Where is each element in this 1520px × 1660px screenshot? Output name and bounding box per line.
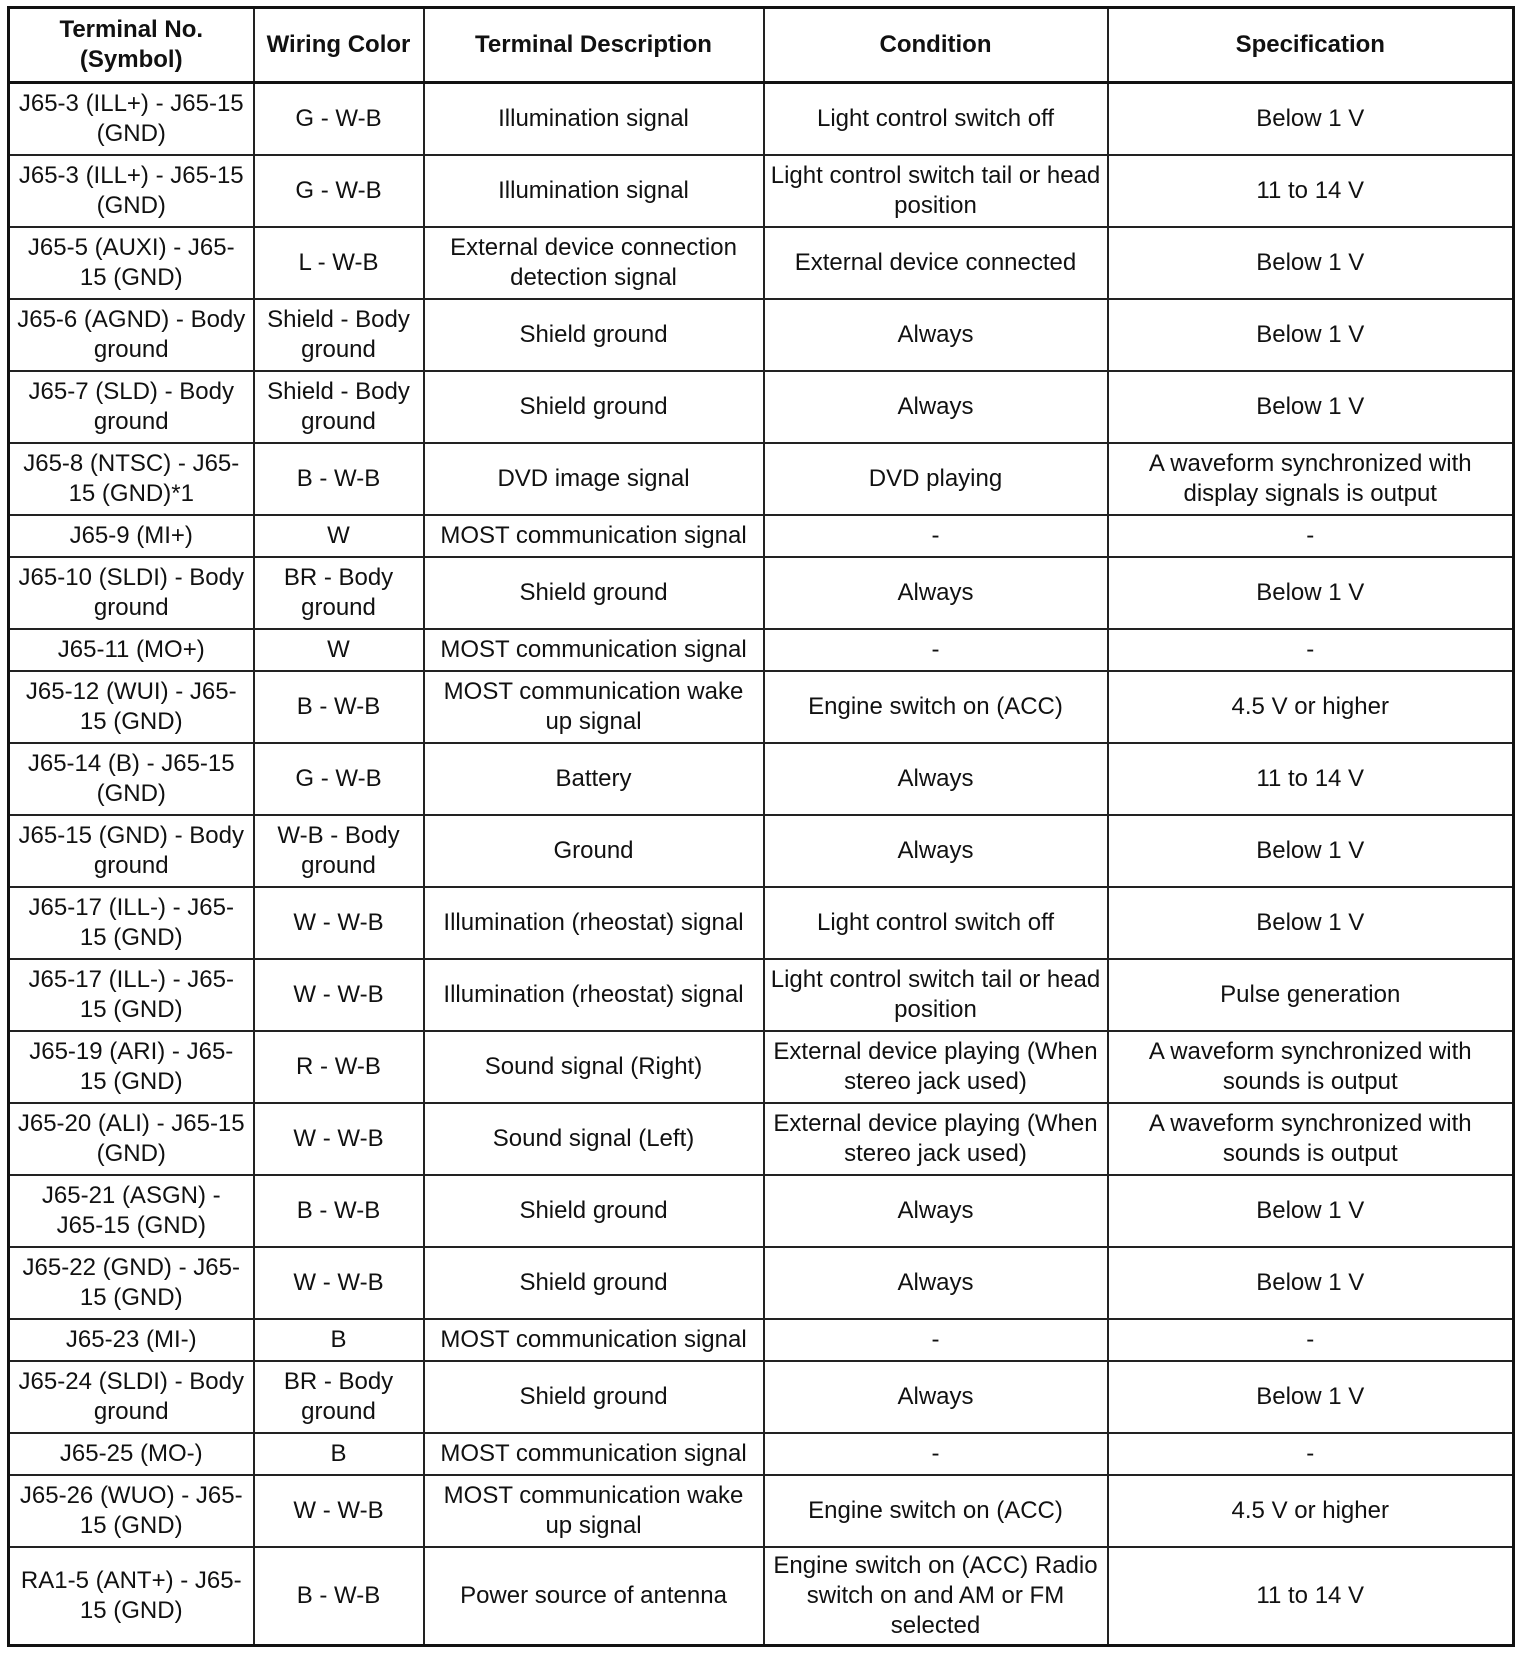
cell-description: Ground xyxy=(424,815,764,887)
cell-terminal: J65-5 (AUXI) - J65-15 (GND) xyxy=(9,227,254,299)
cell-terminal: J65-8 (NTSC) - J65-15 (GND)*1 xyxy=(9,443,254,515)
cell-description: Power source of antenna xyxy=(424,1547,764,1646)
table-row xyxy=(9,1247,1514,1319)
table-row xyxy=(9,815,1514,887)
cell-description: Shield ground xyxy=(424,557,764,629)
cell-wiring-color: B - W-B xyxy=(254,1547,424,1646)
table-row xyxy=(9,443,1514,515)
cell-specification: - xyxy=(1108,629,1514,671)
cell-terminal: J65-14 (B) - J65-15 (GND) xyxy=(9,743,254,815)
cell-wiring-color: W - W-B xyxy=(254,887,424,959)
cell-specification: Below 1 V xyxy=(1108,1175,1514,1247)
table-row xyxy=(9,557,1514,629)
table-row xyxy=(9,1547,1514,1646)
cell-specification: Below 1 V xyxy=(1108,83,1514,156)
table-row xyxy=(9,1319,1514,1361)
cell-wiring-color: Shield - Body ground xyxy=(254,371,424,443)
table-row xyxy=(9,743,1514,815)
cell-specification: Below 1 V xyxy=(1108,887,1514,959)
table-row xyxy=(9,371,1514,443)
cell-description: Illumination signal xyxy=(424,155,764,227)
cell-terminal: J65-17 (ILL-) - J65-15 (GND) xyxy=(9,959,254,1031)
cell-specification: Below 1 V xyxy=(1108,299,1514,371)
cell-description: MOST communication signal xyxy=(424,515,764,557)
cell-condition: Light control switch off xyxy=(764,887,1108,959)
cell-specification: Below 1 V xyxy=(1108,1361,1514,1433)
cell-description: Shield ground xyxy=(424,1247,764,1319)
cell-wiring-color: W xyxy=(254,515,424,557)
cell-specification: 11 to 14 V xyxy=(1108,743,1514,815)
cell-description: MOST communication wake up signal xyxy=(424,671,764,743)
cell-condition: - xyxy=(764,629,1108,671)
cell-description: Shield ground xyxy=(424,299,764,371)
cell-condition: Always xyxy=(764,1361,1108,1433)
cell-description: Shield ground xyxy=(424,371,764,443)
cell-terminal: J65-26 (WUO) - J65-15 (GND) xyxy=(9,1475,254,1547)
cell-description: Shield ground xyxy=(424,1361,764,1433)
table-row xyxy=(9,515,1514,557)
cell-terminal: J65-21 (ASGN) - J65-15 (GND) xyxy=(9,1175,254,1247)
cell-condition: - xyxy=(764,1433,1108,1475)
cell-condition: DVD playing xyxy=(764,443,1108,515)
cell-terminal: J65-23 (MI-) xyxy=(9,1319,254,1361)
cell-terminal: J65-3 (ILL+) - J65-15 (GND) xyxy=(9,155,254,227)
cell-description: MOST communication signal xyxy=(424,1433,764,1475)
cell-wiring-color: B - W-B xyxy=(254,443,424,515)
header-terminal: Terminal No. (Symbol) xyxy=(9,8,254,83)
cell-terminal: J65-22 (GND) - J65-15 (GND) xyxy=(9,1247,254,1319)
table-header-row xyxy=(9,8,1514,83)
cell-terminal: J65-6 (AGND) - Body ground xyxy=(9,299,254,371)
cell-condition: Engine switch on (ACC) xyxy=(764,1475,1108,1547)
table-row xyxy=(9,227,1514,299)
cell-condition: - xyxy=(764,1319,1108,1361)
cell-specification: 11 to 14 V xyxy=(1108,155,1514,227)
cell-terminal: J65-15 (GND) - Body ground xyxy=(9,815,254,887)
cell-condition: Always xyxy=(764,1247,1108,1319)
cell-description: Sound signal (Left) xyxy=(424,1103,764,1175)
cell-wiring-color: B xyxy=(254,1433,424,1475)
table-row xyxy=(9,671,1514,743)
cell-description: Illumination (rheostat) signal xyxy=(424,887,764,959)
cell-description: External device connection detection signal xyxy=(424,227,764,299)
header-description: Terminal Description xyxy=(424,8,764,83)
cell-specification: A waveform synchronized with sounds is output xyxy=(1108,1031,1514,1103)
cell-description: MOST communication wake up signal xyxy=(424,1475,764,1547)
cell-description: Battery xyxy=(424,743,764,815)
header-specification: Specification xyxy=(1108,8,1514,83)
cell-specification: Below 1 V xyxy=(1108,815,1514,887)
cell-wiring-color: B - W-B xyxy=(254,671,424,743)
cell-specification: Below 1 V xyxy=(1108,371,1514,443)
cell-condition: Always xyxy=(764,299,1108,371)
table-row xyxy=(9,1031,1514,1103)
table-row xyxy=(9,1433,1514,1475)
cell-condition: Always xyxy=(764,743,1108,815)
table-row xyxy=(9,959,1514,1031)
cell-condition: Always xyxy=(764,371,1108,443)
cell-condition: Always xyxy=(764,1175,1108,1247)
cell-wiring-color: W-B - Body ground xyxy=(254,815,424,887)
cell-specification: Below 1 V xyxy=(1108,557,1514,629)
cell-wiring-color: BR - Body ground xyxy=(254,557,424,629)
cell-description: Illumination signal xyxy=(424,83,764,156)
cell-wiring-color: G - W-B xyxy=(254,155,424,227)
cell-wiring-color: B - W-B xyxy=(254,1175,424,1247)
cell-wiring-color: W - W-B xyxy=(254,1247,424,1319)
table-row xyxy=(9,1475,1514,1547)
cell-terminal: RA1-5 (ANT+) - J65-15 (GND) xyxy=(9,1547,254,1646)
cell-description: DVD image signal xyxy=(424,443,764,515)
cell-terminal: J65-20 (ALI) - J65-15 (GND) xyxy=(9,1103,254,1175)
cell-wiring-color: G - W-B xyxy=(254,83,424,156)
cell-specification: - xyxy=(1108,1319,1514,1361)
cell-wiring-color: BR - Body ground xyxy=(254,1361,424,1433)
cell-specification: Pulse generation xyxy=(1108,959,1514,1031)
cell-specification: 4.5 V or higher xyxy=(1108,1475,1514,1547)
terminal-spec-table xyxy=(7,6,1515,1647)
table-row xyxy=(9,299,1514,371)
cell-wiring-color: R - W-B xyxy=(254,1031,424,1103)
cell-wiring-color: L - W-B xyxy=(254,227,424,299)
cell-terminal: J65-12 (WUI) - J65-15 (GND) xyxy=(9,671,254,743)
table-row xyxy=(9,1175,1514,1247)
terminal-spec-table-container xyxy=(7,6,1512,1647)
cell-condition: Light control switch off xyxy=(764,83,1108,156)
cell-wiring-color: W xyxy=(254,629,424,671)
cell-specification: - xyxy=(1108,515,1514,557)
table-row xyxy=(9,887,1514,959)
cell-specification: A waveform synchronized with sounds is output xyxy=(1108,1103,1514,1175)
cell-condition: External device playing (When stereo jack used) xyxy=(764,1031,1108,1103)
cell-condition: Always xyxy=(764,557,1108,629)
cell-wiring-color: B xyxy=(254,1319,424,1361)
cell-description: Sound signal (Right) xyxy=(424,1031,764,1103)
cell-condition: External device connected xyxy=(764,227,1108,299)
cell-wiring-color: Shield - Body ground xyxy=(254,299,424,371)
cell-specification: - xyxy=(1108,1433,1514,1475)
cell-description: Shield ground xyxy=(424,1175,764,1247)
cell-description: Illumination (rheostat) signal xyxy=(424,959,764,1031)
cell-terminal: J65-11 (MO+) xyxy=(9,629,254,671)
cell-terminal: J65-19 (ARI) - J65-15 (GND) xyxy=(9,1031,254,1103)
cell-terminal: J65-25 (MO-) xyxy=(9,1433,254,1475)
cell-condition: Engine switch on (ACC) Radio switch on and AM or FM selected xyxy=(764,1547,1108,1646)
cell-specification: 11 to 14 V xyxy=(1108,1547,1514,1646)
cell-wiring-color: W - W-B xyxy=(254,959,424,1031)
cell-terminal: J65-10 (SLDI) - Body ground xyxy=(9,557,254,629)
cell-terminal: J65-3 (ILL+) - J65-15 (GND) xyxy=(9,83,254,156)
header-wiring-color: Wiring Color xyxy=(254,8,424,83)
cell-terminal: J65-17 (ILL-) - J65-15 (GND) xyxy=(9,887,254,959)
cell-specification: Below 1 V xyxy=(1108,227,1514,299)
table-row xyxy=(9,83,1514,156)
cell-wiring-color: G - W-B xyxy=(254,743,424,815)
table-row xyxy=(9,1361,1514,1433)
cell-wiring-color: W - W-B xyxy=(254,1103,424,1175)
header-condition: Condition xyxy=(764,8,1108,83)
cell-condition: External device playing (When stereo jack used) xyxy=(764,1103,1108,1175)
cell-specification: Below 1 V xyxy=(1108,1247,1514,1319)
cell-specification: A waveform synchronized with display signals is output xyxy=(1108,443,1514,515)
table-row xyxy=(9,1103,1514,1175)
table-row xyxy=(9,629,1514,671)
table-row xyxy=(9,155,1514,227)
cell-condition: Light control switch tail or head position xyxy=(764,959,1108,1031)
cell-description: MOST communication signal xyxy=(424,629,764,671)
cell-condition: Light control switch tail or head position xyxy=(764,155,1108,227)
cell-specification: 4.5 V or higher xyxy=(1108,671,1514,743)
cell-terminal: J65-24 (SLDI) - Body ground xyxy=(9,1361,254,1433)
cell-condition: Engine switch on (ACC) xyxy=(764,671,1108,743)
cell-condition: - xyxy=(764,515,1108,557)
cell-description: MOST communication signal xyxy=(424,1319,764,1361)
cell-terminal: J65-9 (MI+) xyxy=(9,515,254,557)
cell-condition: Always xyxy=(764,815,1108,887)
cell-terminal: J65-7 (SLD) - Body ground xyxy=(9,371,254,443)
cell-wiring-color: W - W-B xyxy=(254,1475,424,1547)
